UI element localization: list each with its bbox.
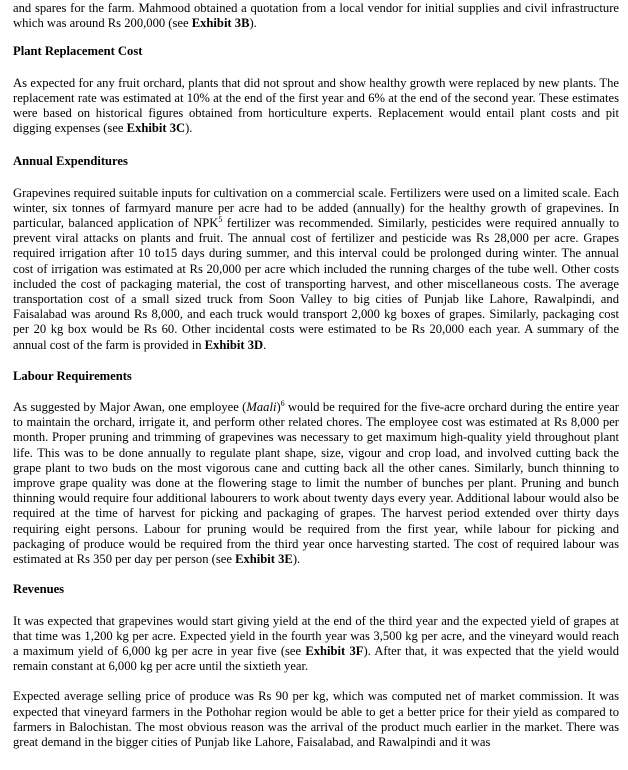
plant-replacement-heading: Plant Replacement Cost: [13, 44, 143, 59]
document-page: [0, 1, 628, 770]
exhibit-3b-reference: Exhibit 3B: [191, 16, 250, 31]
plant-replacement-text: As expected for any fruit orchard, plants that did not sprout and show healthy growth were replaced by new plants. The replacement rate was estimated at 10% at the end of the first year and 6% at the end of the second year. These estimates were based on historical figures obtained from horticulture experts. Replacement would entail plant costs and pit digging expenses (see: [13, 75, 619, 136]
plant-replacement-paragraph: [13, 76, 619, 137]
intro-end: ).: [249, 16, 257, 31]
labour-requirements-paragraph: [13, 400, 619, 567]
annual-expenditures-text-a: Grapevines required suitable inputs for cultivation on a commercial scale. Fertilizers were used on a limited scale. Each winter, six tonnes of farmyard manure per acre had to be added (annually) for the healthy growth of grapevines. In particular, balanced application of NPK: [13, 185, 619, 231]
revenues-p1-text: It was expected that grapevines would start giving yield at the end of the third year and the expected yield of grapes at that time was 1,200 kg per acre. Expected yield in the fourth year was 3,500 kg per acre, and the vineyard would reach a maximum yield of 6,000 kg per acre in year five (see: [13, 613, 619, 658]
revenues-heading: Revenues: [13, 582, 65, 597]
revenues-paragraph-2: Expected average selling price of produce was Rs 90 per kg, which was computed net of market commission. It was expected that vineyard farmers in the Pothohar region would be able to get a better price for their yield as compared to farmers in Balochistan. The most obvious reason was the arrival of the product much earlier in the market. There was great demand in the bigger cities of Punjab like Lahore, Faisalabad, and Rawalpindi and it was: [13, 689, 619, 749]
annual-expenditures-text-b: fertilizer was recommended. Similarly, pesticides were required annually to prevent viral attacks on plants and fruit. The annual cost of fertilizer and pesticide was Rs 28,000 per acre. Grapes required irrigation after 10 to15 days during summer, and this interval could be prolonged during winter. The annual cost of irrigation was estimated at Rs 20,000 per acre which included the running charges of the tube well. Other costs included the cost of packaging material, the cost of transporting harvest, and other miscellaneous costs. The average transportation cost of a small sized truck from Soon Valley to big cities of Punjab like Lahore, Rawalpindi, and Faisalabad was around Rs 8,000, and each truck would transport 2,000 kg boxes of grapes. Similarly, packaging cost per 20 kg box would be Rs 60. Other incidental costs were estimated to be Rs 20,000 each year. A summary of the annual cost of the farm is provided in: [13, 216, 619, 352]
exhibit-3d-reference: Exhibit 3D: [204, 337, 264, 352]
intro-text: and spares for the farm. Mahmood obtained a quotation from a local vendor for initial supplies and civil infrastructure which was around Rs 200,000 (see: [13, 1, 619, 31]
annual-expenditures-paragraph: [13, 186, 619, 353]
annual-expenditures-heading: Annual Expenditures: [13, 154, 128, 169]
plant-replacement-end: ).: [185, 121, 193, 136]
revenues-paragraph-1: [13, 614, 619, 675]
labour-end: ).: [292, 552, 301, 567]
footnote-5-marker: 5: [218, 214, 223, 224]
intro-paragraph: [13, 1, 619, 31]
annual-expenditures-end: .: [263, 337, 267, 352]
maali-term: Maali: [246, 400, 277, 415]
exhibit-3e-reference: Exhibit 3E: [235, 552, 293, 567]
exhibit-3f-reference: Exhibit 3F: [305, 643, 364, 658]
labour-text-a: As suggested by Major Awan, one employee (: [13, 400, 247, 415]
exhibit-3c-reference: Exhibit 3C: [126, 121, 186, 136]
maali-term-close: ): [276, 400, 281, 415]
labour-requirements-heading: Labour Requirements: [13, 368, 132, 383]
revenues-p1-end: ). After that, it was expected that the yield would remain constant at 6,000 kg per acre until the sixtieth year.: [13, 643, 619, 674]
labour-text-b: would be required for the five-acre orchard during the entire year to maintain the orchard, irrigate it, and perform other related chores. The employee cost was estimated at Rs 8,000 per month. Proper pruning and trimming of grapevines was necessary to get maximum high-quality yield throughout plant life. This was to be done annually to regulate plant shape, size, vigour and crop load, and involved cutting back the grape plant to two buds on the most vigorous cane and cutting back all the other canes. Similarly, bunch thinning to improve grape quality was done at the flowering stage to limit the number of bunches per plant. Pruning and bunch thinning would require four additional labourers to work about twenty days every year. Additional labour would also be required at the time of harvest for picking and packaging of grapes. The harvest period extended over thirty days requiring eight persons. Labour for pruning would be required from the first year, while labour for picking and packaging of produce would be required from the third year once harvesting started. The cost of required labour was estimated at Rs 350 per day per person (see: [13, 400, 620, 567]
footnote-6-marker: 6: [280, 398, 285, 408]
